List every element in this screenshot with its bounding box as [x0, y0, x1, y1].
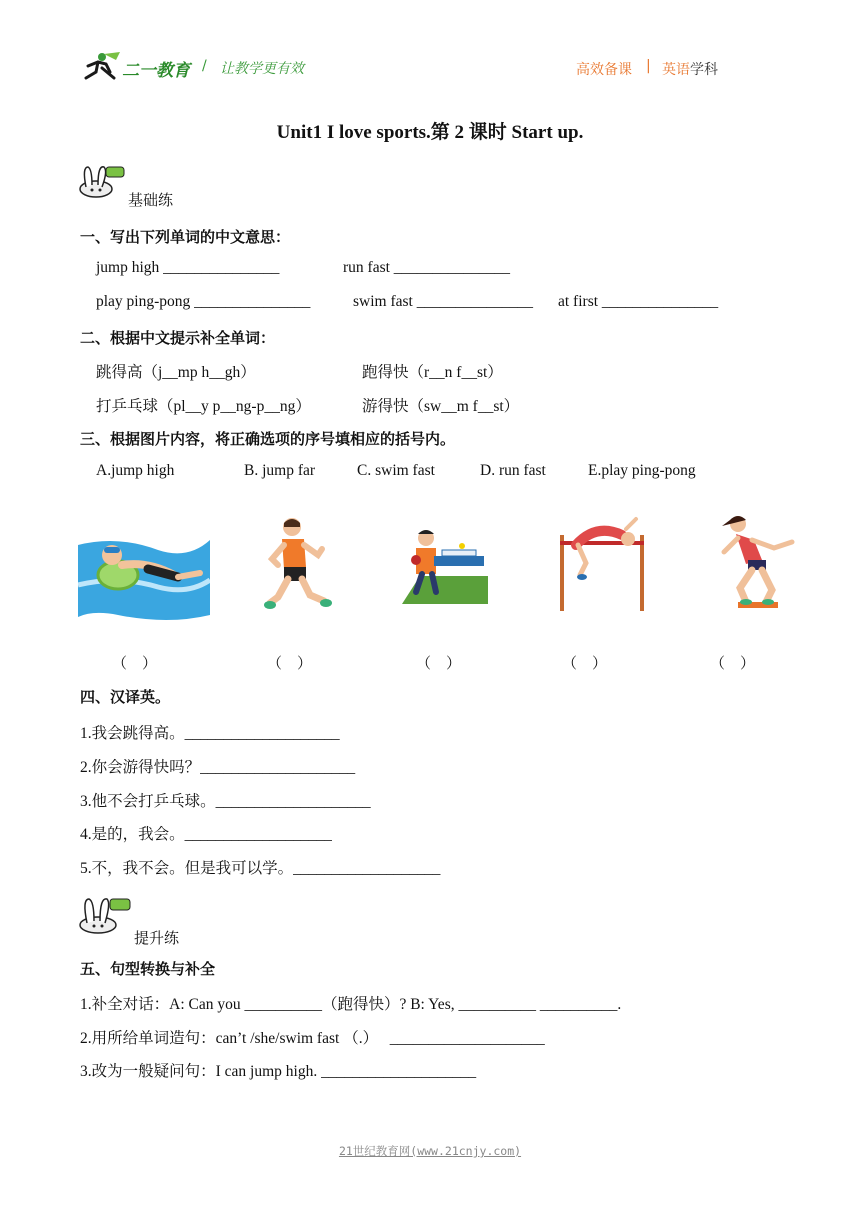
option-b: B. jump far [244, 462, 316, 479]
sec2-item-play-ping-pong: 打乒乓球（pl__y p__ng-p__ng） [96, 398, 311, 415]
runner-picture [262, 515, 334, 615]
header-subject-a: 英语 [662, 62, 690, 78]
sec2-item-run-fast: 跑得快（r__n f__st） [362, 364, 503, 381]
header-slash: / [202, 58, 207, 74]
option-d: D. run fast [480, 462, 546, 479]
sec1-item-at-first: at first _______________ [558, 293, 719, 310]
answer-paren-5[interactable]: （ ） [710, 656, 756, 672]
header-divider: | [646, 58, 651, 74]
sec2-item-jump-high: 跳得高（j__mp h__gh） [96, 364, 256, 381]
section5-heading: 五、句型转换与补全 [80, 960, 216, 978]
logo-text: 二一教育 [122, 61, 190, 81]
improve-practice-label: 提升练 [134, 929, 180, 947]
sec5-item-2: 2.用所给单词造句：can’t /she/swim fast （.） ____________________ [80, 1030, 545, 1047]
sec4-item-3: 3.他不会打乒乓球。____________________ [80, 793, 371, 810]
page-title: Unit1 I love sports.第 2 课时 Start up. [276, 122, 584, 143]
sec1-item-run-fast: run fast _______________ [343, 259, 511, 276]
runner-logo-icon [80, 52, 122, 82]
option-a: A.jump high [96, 462, 175, 479]
footer-watermark[interactable]: 21世纪教育网(www.21cnjy.com) [338, 1144, 522, 1158]
answer-paren-1[interactable]: （ ） [112, 656, 158, 672]
basic-practice-label: 基础练 [128, 191, 174, 209]
sec4-item-5: 5.不，我不会。但是我可以学。___________________ [80, 860, 441, 877]
sec1-item-play-ping-pong: play ping-pong _______________ [96, 293, 311, 310]
section1-heading: 一、写出下列单词的中文意思： [80, 228, 291, 246]
swimmer-picture [78, 525, 210, 625]
header [80, 50, 740, 90]
section3-heading: 三、根据图片内容，将正确选项的序号填相应的括号内。 [80, 430, 456, 448]
rabbit-badge-icon [78, 895, 132, 935]
answer-paren-3[interactable]: （ ） [416, 656, 462, 672]
header-slogan: 让教学更有效 [220, 61, 304, 77]
sec4-item-1: 1.我会跳得高。____________________ [80, 725, 340, 742]
option-c: C. swim fast [357, 462, 435, 479]
sec1-item-jump-high: jump high _______________ [96, 259, 280, 276]
high-jump-picture [556, 515, 648, 611]
header-subject-b: 学科 [690, 62, 718, 78]
long-jump-picture [712, 512, 804, 616]
sec1-item-swim-fast: swim fast _______________ [353, 293, 533, 310]
sec5-item-1: 1.补全对话：A: Can you __________（跑得快）? B: Yes, __________ __________. [80, 996, 622, 1013]
sec4-item-4: 4.是的，我会。___________________ [80, 826, 332, 843]
rabbit-badge-icon [78, 163, 126, 199]
sec5-item-3: 3.改为一般疑问句：I can jump high. ____________________ [80, 1063, 477, 1080]
ping-pong-picture [402, 526, 488, 608]
section4-heading: 四、汉译英。 [80, 688, 171, 706]
answer-paren-4[interactable]: （ ） [562, 656, 608, 672]
sec2-item-swim-fast: 游得快（sw__m f__st） [362, 398, 520, 415]
section2-heading: 二、根据中文提示补全单词： [80, 329, 276, 347]
option-e: E.play ping-pong [588, 462, 696, 479]
answer-paren-2[interactable]: （ ） [267, 656, 313, 672]
sec4-item-2: 2.你会游得快吗？____________________ [80, 759, 356, 776]
header-right-label: 高效备课 [576, 62, 632, 78]
